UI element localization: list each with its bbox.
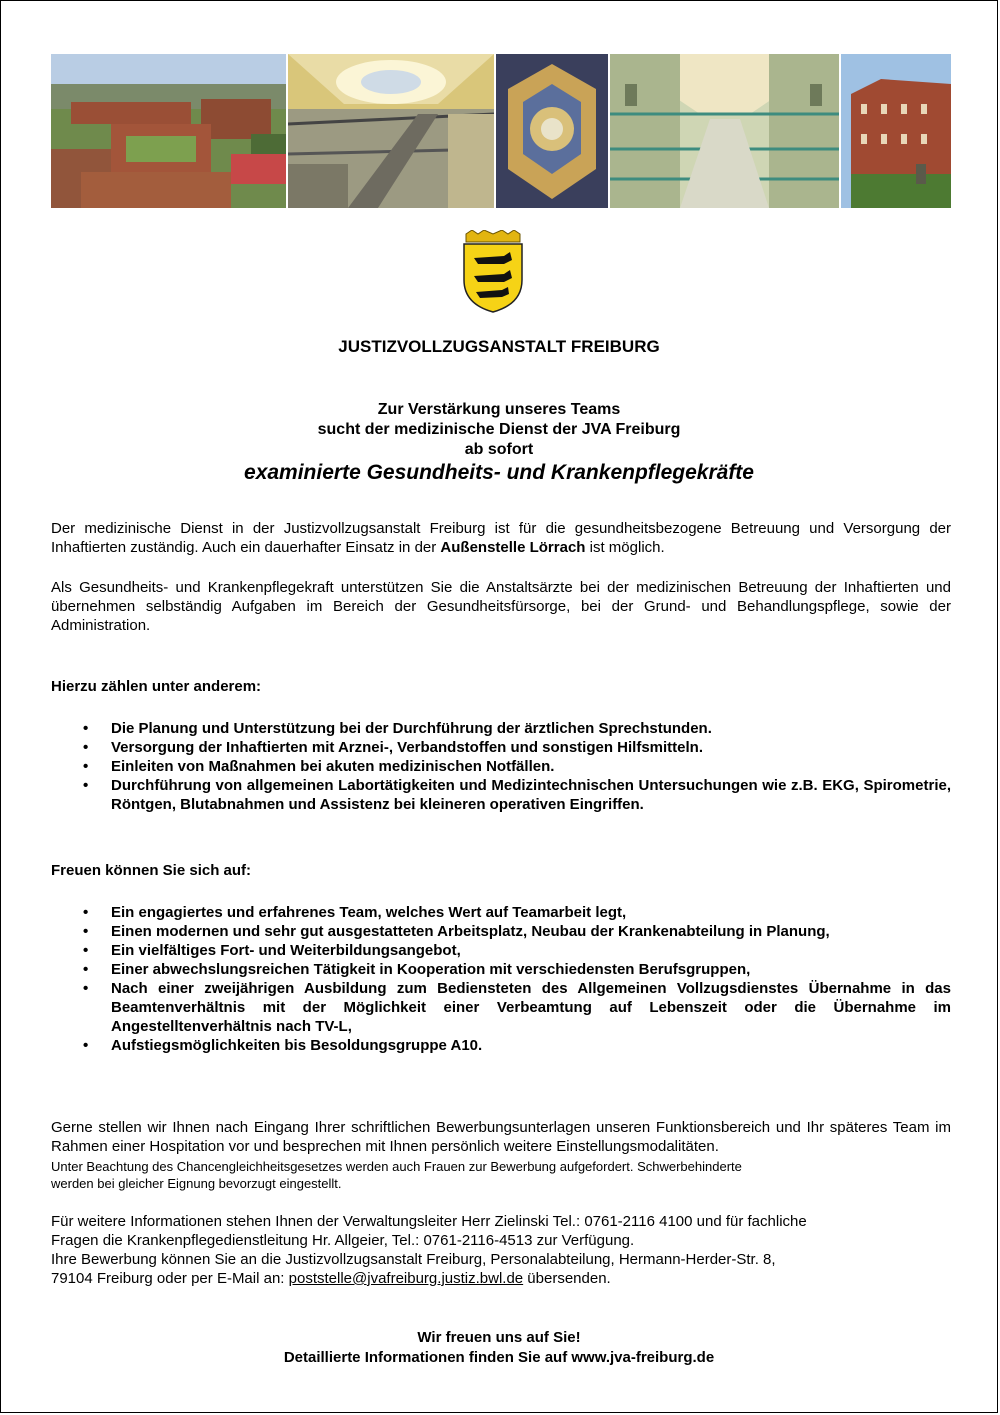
equality-line-1: Unter Beachtung des Chancengleichheitsgesetzes werden auch Frauen zur Bewerbung aufgefordert. Schwerbehinderte: [51, 1159, 742, 1174]
photo-banner: [51, 54, 951, 208]
contact-address: 79104 Freiburg oder per E-Mail an:: [51, 1270, 289, 1287]
email-link[interactable]: poststelle@jvafreiburg.justiz.bwl.de: [288, 1270, 524, 1287]
job-title: examinierte Gesundheits- und Krankenpflegekräfte: [244, 461, 754, 484]
list-item: • Versorgung der Inhaftierten mit Arznei-, Verbandstoffen und sonstigen Hilfsmitteln.: [111, 738, 951, 757]
atrium-dome-photo: [288, 54, 494, 208]
contact-line-4: [51, 1269, 951, 1288]
branch-office-name: Außenstelle Lörrach: [440, 539, 586, 556]
list-item: • Einen modernen und sehr gut ausgestatteten Arbeitsplatz, Neubau der Krankenabteilung in Planung,: [111, 922, 951, 941]
intro-paragraph-1: [51, 519, 951, 557]
aerial-prison-photo: [51, 54, 286, 208]
equality-line-2: werden bei gleicher Eignung bevorzugt eingestellt.: [51, 1176, 342, 1191]
contact-end: übersenden.: [523, 1270, 611, 1287]
cell-block-photo: [610, 54, 839, 208]
benefits-heading: Freuen können Sie sich auf:: [51, 862, 252, 879]
lead-text: [1, 400, 997, 460]
lead-line-1: Zur Verstärkung unseres Teams: [377, 401, 621, 418]
list-item: • Die Planung und Unterstützung bei der Durchführung der ärztlichen Sprechstunden.: [111, 719, 951, 738]
list-item: • Aufstiegsmöglichkeiten bis Besoldungsgruppe A10.: [111, 1036, 951, 1055]
brick-building-photo: [841, 54, 951, 208]
lead-line-2: sucht der medizinische Dienst der JVA Freiburg: [317, 421, 681, 438]
closing-line-2: Detaillierte Informationen finden Sie auf www.jva-freiburg.de: [283, 1349, 715, 1366]
tasks-list: [51, 719, 951, 814]
intro-text: Der medizinische Dienst in der Justizvollzugsanstalt Freiburg ist für die gesundheitsbezogene Betreuung und Versorgung der Inhaftierten zuständig. Auch ein dauerhafter Einsatz in der: [51, 520, 951, 556]
tasks-heading: Hierzu zählen unter anderem:: [51, 678, 262, 695]
dome-ceiling-photo: [496, 54, 608, 208]
list-item: • Nach einer zweijährigen Ausbildung zum Bediensteten des Allgemeinen Vollzugsdienstes Übernahme in das Beamtenverhältnis mit der Möglichkeit einer Verbeamtung auf Lebenszeit oder die Übernahme im Angestelltenverhältnis nach TV-L,: [111, 979, 951, 1036]
list-item: • Durchführung von allgemeinen Labortätigkeiten und Medizintechnischen Untersuchungen wie z.B. EKG, Spirometrie, Röntgen, Blutabnahmen und Assistenz bei kleineren operativen Eingriffen.: [111, 776, 951, 814]
list-item: • Einleiten von Maßnahmen bei akuten medizinischen Notfällen.: [111, 757, 951, 776]
coat-of-arms-icon: [460, 230, 526, 314]
equality-notice: [51, 1158, 951, 1192]
list-item: • Ein vielfältiges Fort- und Weiterbildungsangebot,: [111, 941, 951, 960]
contact-line-3: Ihre Bewerbung können Sie an die Justizvollzugsanstalt Freiburg, Personalabteilung, Hermann-Herder-Str. 8,: [51, 1251, 776, 1268]
closing-line-1: Wir freuen uns auf Sie!: [417, 1329, 581, 1346]
list-item: • Ein engagiertes und erfahrenes Team, welches Wert auf Teamarbeit legt,: [111, 903, 951, 922]
lead-line-3: ab sofort: [464, 441, 534, 458]
closing-text: [1, 1328, 997, 1368]
institution-name: JUSTIZVOLLZUGSANSTALT FREIBURG: [338, 337, 660, 356]
intro-paragraph-2: Als Gesundheits- und Krankenpflegekraft unterstützen Sie die Anstaltsärzte bei der medizinischen Betreuung der Inhaftierten und übernehmen selbständig Aufgaben im Bereich der Gesundheitsfürsorge, bei der Grund- und Behandlungspflege, sowie der Administration.: [51, 579, 951, 634]
contact-paragraph: [51, 1212, 951, 1288]
contact-line-1: Für weitere Informationen stehen Ihnen der Verwaltungsleiter Herr Zielinski Tel.: 0761-2116 4100 und für fachliche: [51, 1213, 807, 1230]
application-paragraph: Gerne stellen wir Ihnen nach Eingang Ihrer schriftlichen Bewerbungsunterlagen unseren Funktionsbereich und Ihr späteres Team im Rahmen einer Hospitation vor und besprechen mit Ihnen persönlich weitere Einstellungsmodalitäten.: [51, 1119, 951, 1155]
benefits-list: [51, 903, 951, 1055]
list-item: • Einer abwechslungsreichen Tätigkeit in Kooperation mit verschiedensten Berufsgruppen,: [111, 960, 951, 979]
contact-line-2: Fragen die Krankenpflegedienstleitung Hr. Allgeier, Tel.: 0761-2116-4513 zur Verfügung.: [51, 1232, 635, 1249]
intro-text-end: ist möglich.: [585, 539, 665, 556]
